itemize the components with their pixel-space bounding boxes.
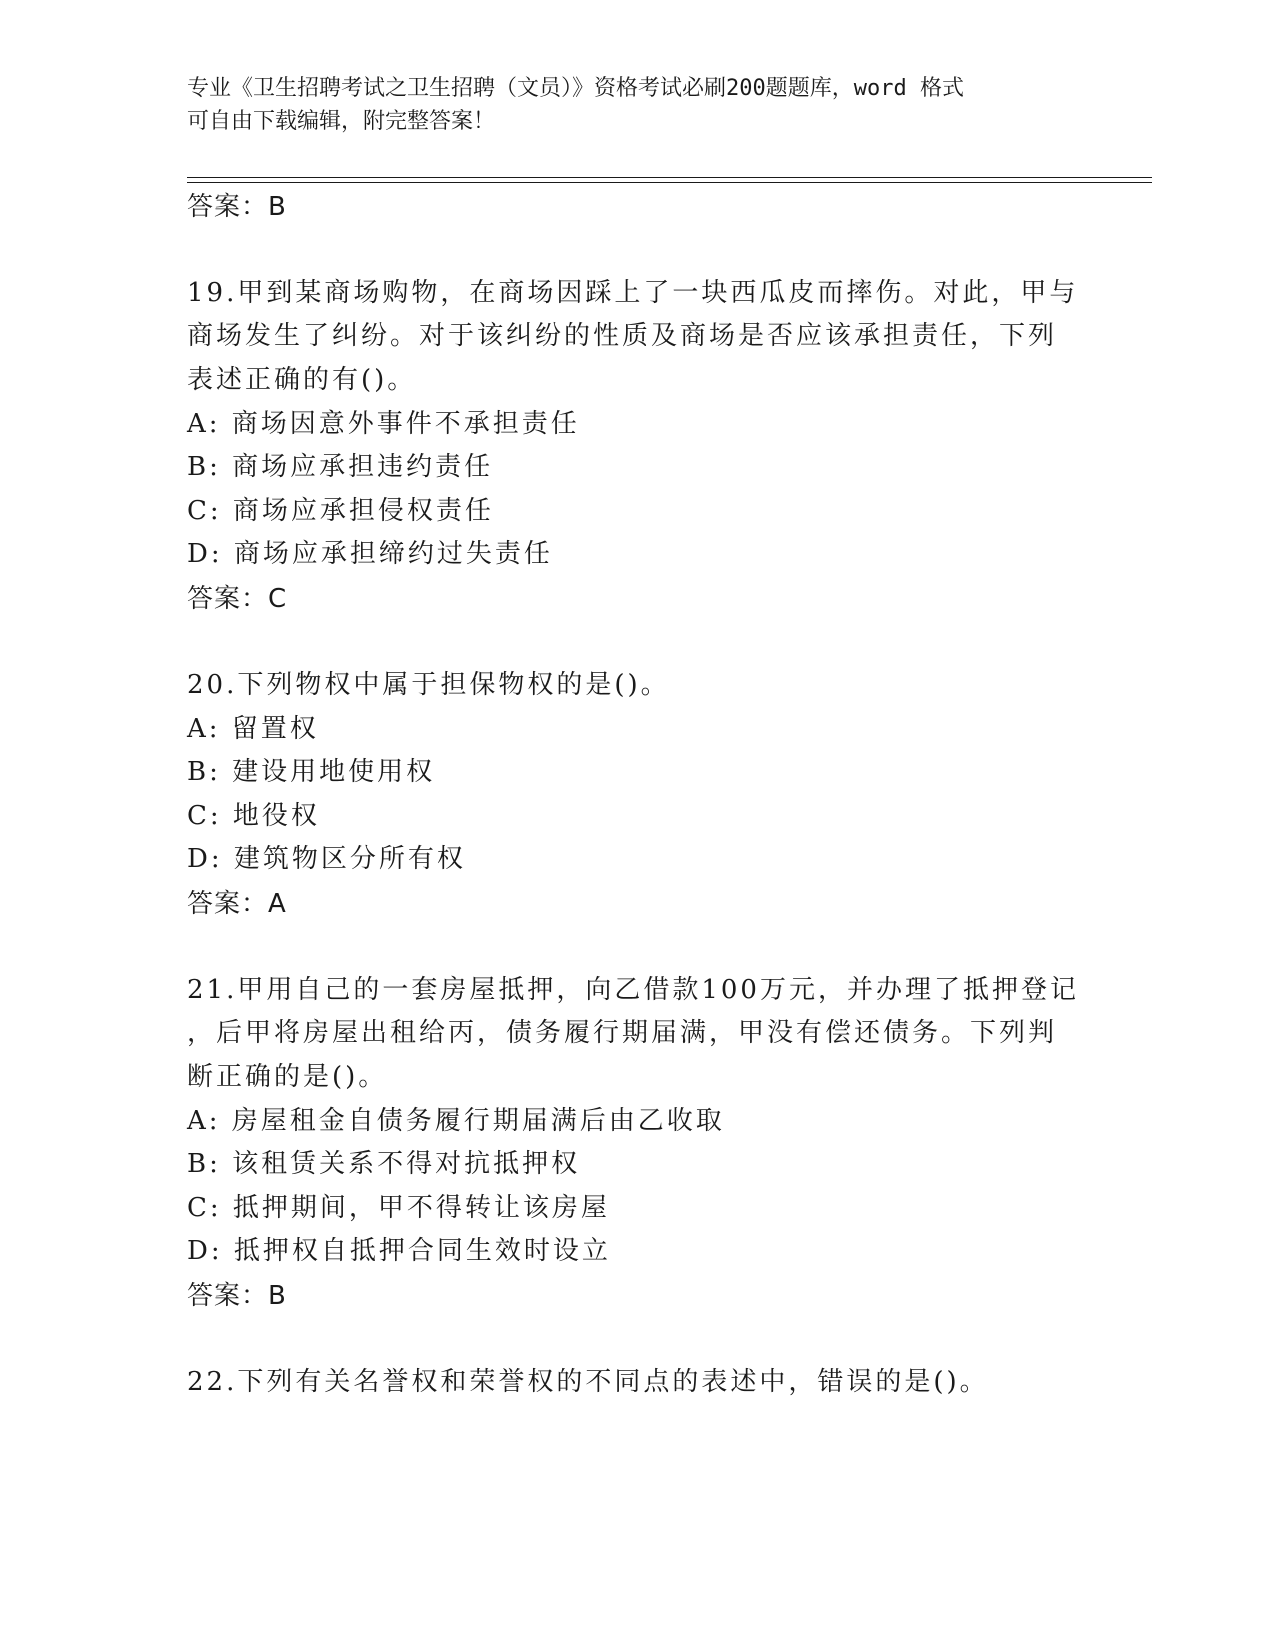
question-21-line-1: 21.甲用自己的一套房屋抵押，向乙借款100万元，并办理了抵押登记 <box>187 975 1079 1005</box>
header-divider-top <box>187 177 1152 178</box>
question-20-option-b: B: 建设用地使用权 <box>187 757 436 787</box>
question-19-answer: 答案：C <box>187 584 288 614</box>
question-21-answer: 答案：B <box>187 1281 287 1311</box>
header-divider-bottom <box>187 182 1152 183</box>
question-19-option-b: B: 商场应承担违约责任 <box>187 452 494 482</box>
header-line-2: 可自由下载编辑，附完整答案！ <box>187 109 496 134</box>
question-22-line-1: 22.下列有关名誉权和荣誉权的不同点的表述中，错误的是()。 <box>187 1367 989 1397</box>
question-20-option-c: C: 地役权 <box>187 801 320 831</box>
question-21-option-d: D: 抵押权自抵押合同生效时设立 <box>187 1236 611 1266</box>
question-19-option-a: A: 商场因意外事件不承担责任 <box>187 409 580 439</box>
question-21-line-3: 断正确的是()。 <box>187 1062 388 1092</box>
question-20-option-a: A: 留置权 <box>187 714 319 744</box>
question-19-line-3: 表述正确的有()。 <box>187 365 417 395</box>
question-20-answer: 答案：A <box>187 889 287 919</box>
question-21-option-c: C: 抵押期间，甲不得转让该房屋 <box>187 1193 610 1223</box>
question-21-option-b: B: 该租赁关系不得对抗抵押权 <box>187 1149 581 1179</box>
header-line-1: 专业《卫生招聘考试之卫生招聘（文员）》资格考试必刷200题题库，word 格式 <box>187 76 964 101</box>
answer-previous: 答案：B <box>187 192 287 222</box>
question-21-option-a: A: 房屋租金自债务履行期届满后由乙收取 <box>187 1106 725 1136</box>
question-21-line-2: ，后甲将房屋出租给丙，债务履行期届满，甲没有偿还债务。下列判 <box>187 1018 1058 1048</box>
page-header <box>187 72 1067 138</box>
question-20-line-1: 20.下列物权中属于担保物权的是()。 <box>187 670 670 700</box>
question-20-option-d: D: 建筑物区分所有权 <box>187 844 466 874</box>
question-19-option-c: C: 商场应承担侵权责任 <box>187 496 494 526</box>
question-19-option-d: D: 商场应承担缔约过失责任 <box>187 539 553 569</box>
question-19-line-2: 商场发生了纠纷。对于该纠纷的性质及商场是否应该承担责任，下列 <box>187 321 1058 351</box>
question-19-line-1: 19.甲到某商场购物，在商场因踩上了一块西瓜皮而摔伤。对此，甲与 <box>187 278 1079 308</box>
